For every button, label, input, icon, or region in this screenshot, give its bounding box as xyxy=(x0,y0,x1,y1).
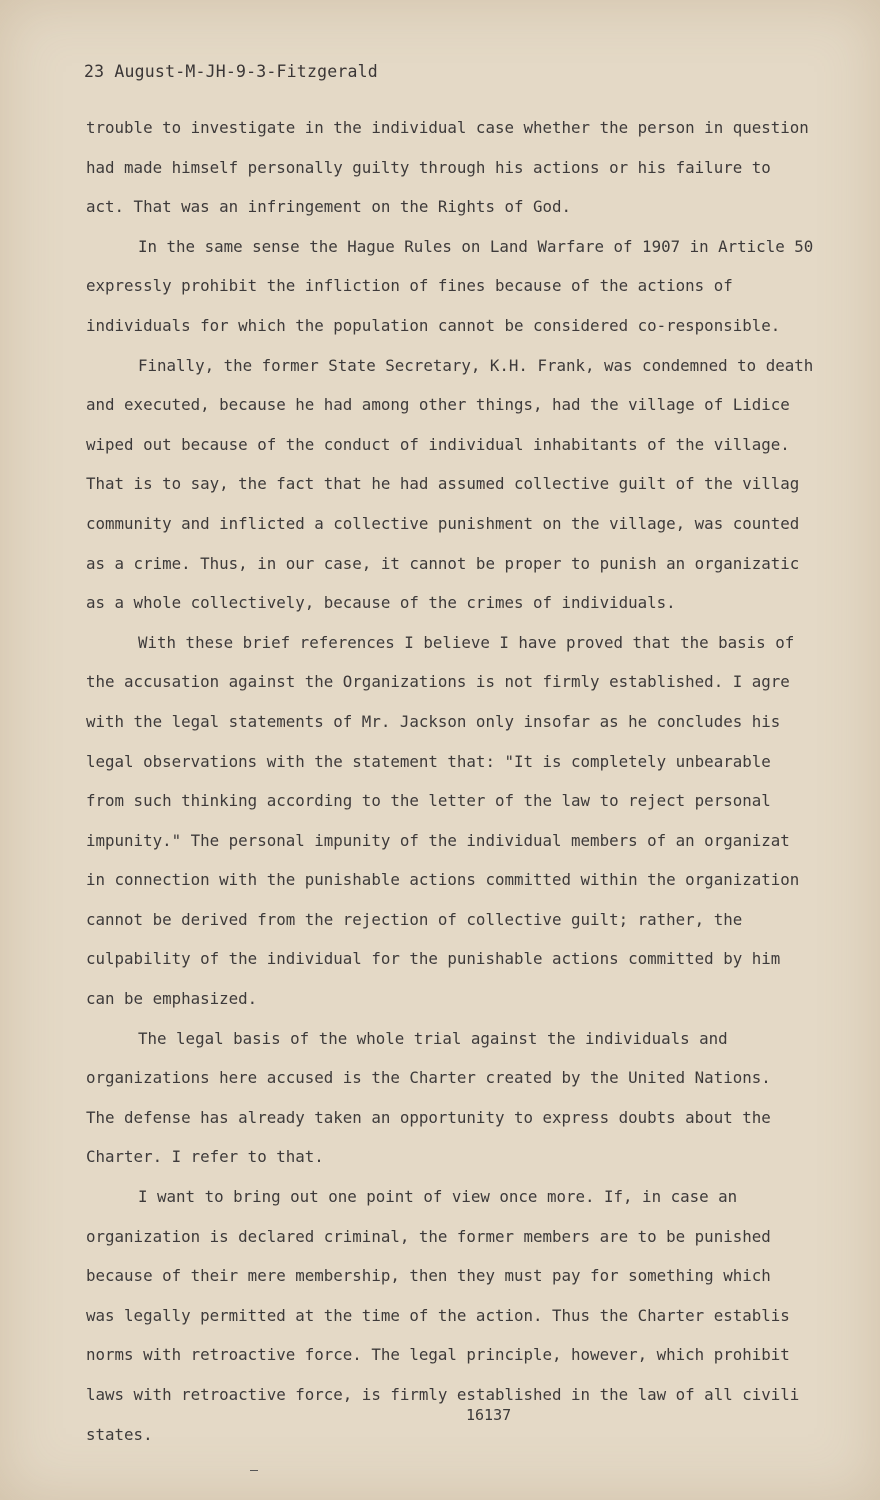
text-line: trouble to investigate in the individual case whether the person in question xyxy=(86,118,809,137)
text-line: Charter. I refer to that. xyxy=(86,1147,324,1167)
text-line: norms with retroactive force. The legal principle, however, which prohibit xyxy=(86,1345,790,1365)
text-line: because of their mere membership, then they must pay for something which xyxy=(86,1266,771,1286)
text-line: culpability of the individual for the punishable actions committed by him xyxy=(86,949,781,969)
text-line: act. That was an infringement on the Rights of God. xyxy=(86,197,572,217)
text-line: individuals for which the population cannot be considered co-responsible. xyxy=(86,315,781,335)
text-line: in connection with the punishable actions committed within the organization xyxy=(86,870,800,890)
paragraph-legal-basis xyxy=(86,1019,826,1177)
text-line: Finally, the former State Secretary, K.H. Frank, was condemned to death xyxy=(138,355,814,375)
document-body xyxy=(86,108,826,1454)
text-line: community and inflicted a collective punishment on the village, was counted xyxy=(86,513,800,533)
text-line: with the legal statements of Mr. Jackson only insofar as he concludes his xyxy=(86,711,781,731)
margin-mark xyxy=(250,1470,258,1471)
text-line: organizations here accused is the Charter created by the United Nations. xyxy=(86,1068,771,1088)
document-reference-header: 23 August-M-JH-9-3-Fitzgerald xyxy=(84,62,378,81)
text-line: The defense has already taken an opportunity to express doubts about the xyxy=(86,1107,771,1127)
text-line: I want to bring out one point of view once more. If, in case an xyxy=(138,1187,738,1207)
paragraph-brief-references xyxy=(86,623,826,1019)
paragraph-frank-lidice xyxy=(86,346,826,623)
text-line: That is to say, the fact that he had assumed collective guilt of the villag xyxy=(86,474,800,494)
text-line: In the same sense the Hague Rules on Land Warfare of 1907 in Article 50 xyxy=(138,236,814,256)
text-line: The legal basis of the whole trial against the individuals and xyxy=(138,1028,728,1048)
text-line: from such thinking according to the letter of the law to reject personal xyxy=(86,791,771,811)
text-line: can be emphasized. xyxy=(86,989,258,1009)
text-line: expressly prohibit the infliction of fines because of the actions of xyxy=(86,276,733,296)
paragraph-retroactive-force xyxy=(86,1177,826,1454)
text-line: laws with retroactive force, is firmly established in the law of all civili xyxy=(86,1385,800,1404)
text-line: had made himself personally guilty through his actions or his failure to xyxy=(86,157,771,177)
text-line: cannot be derived from the rejection of collective guilt; rather, the xyxy=(86,909,743,929)
text-line: impunity." The personal impunity of the individual members of an organizat xyxy=(86,830,790,850)
text-line: organization is declared criminal, the former members are to be punished xyxy=(86,1226,771,1246)
text-line: was legally permitted at the time of the action. Thus the Charter establis xyxy=(86,1305,790,1325)
text-line: With these brief references I believe I have proved that the basis of xyxy=(138,632,795,652)
text-line: the accusation against the Organizations is not firmly established. I agre xyxy=(86,672,790,692)
text-line: as a whole collectively, because of the crimes of individuals. xyxy=(86,593,676,613)
text-line: states. xyxy=(86,1424,153,1444)
text-line: as a crime. Thus, in our case, it cannot be proper to punish an organizatic xyxy=(86,553,800,573)
page-number: 16137 xyxy=(466,1406,512,1424)
text-line: and executed, because he had among other things, had the village of Lidice xyxy=(86,395,790,415)
paragraph-continuation xyxy=(86,108,826,227)
paragraph-hague-rules xyxy=(86,227,826,346)
text-line: wiped out because of the conduct of individual inhabitants of the village. xyxy=(86,434,790,454)
text-line: legal observations with the statement that: "It is completely unbearable xyxy=(86,751,771,771)
